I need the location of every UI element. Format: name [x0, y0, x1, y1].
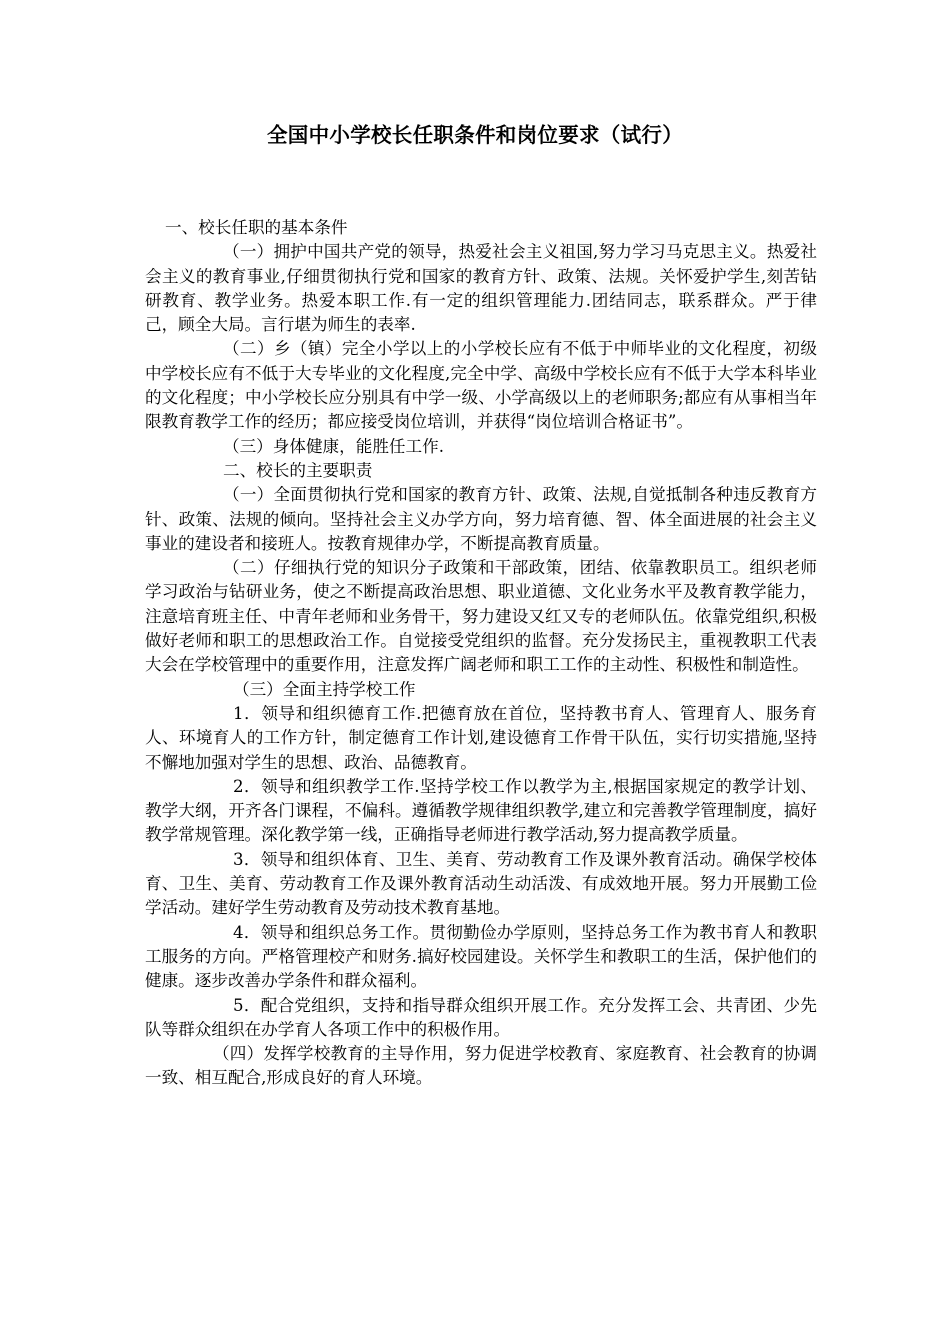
- paragraph-1-3: （三）身体健康，能胜任工作.: [223, 436, 444, 456]
- list-item-3: 3．领导和组织体育、卫生、美育、劳动教育工作及课外教育活动。确保学校体育、卫生、美育、劳动教育工作及课外教育活动生动活泼、有成效地开展。努力开展勤工俭学活动。建好学生劳动教育及劳动技术教育基地。: [145, 849, 817, 918]
- list-item-5: 5．配合党组织，支持和指导群众组织开展工作。充分发挥工会、共青团、少先队等群众组织在办学育人各项工作中的积极作用。: [145, 995, 817, 1039]
- section-heading-2: 二、校长的主要职责: [223, 460, 373, 480]
- paragraph-2-1: （一）全面贯彻执行党和国家的教育方针、政策、法规,自觉抵制各种违反教育方针、政策、法规的倾向。坚持社会主义办学方向，努力培育德、智、体全面进展的社会主义事业的建设者和接班人。按教育规律办学，不断提高教育质量。: [145, 485, 817, 553]
- list-item-4: 4．领导和组织总务工作。贯彻勤俭办学原则，坚持总务工作为教书育人和教职工服务的方向。严格管理校产和财务.搞好校园建设。关怀学生和教职工的生活，保护他们的健康。逐步改善办学条件和群众福利。: [145, 922, 817, 991]
- document-title: 全国中小学校长任职条件和岗位要求（试行）: [267, 123, 683, 147]
- paragraph-2-2: （二）仔细执行党的知识分子政策和干部政策，团结、依靠教职员工。组织老师学习政治与钻研业务，使之不断提高政治思想、职业道德、文化业务水平及教育教学能力，注意培育班主任、中青年老师和业务骨干，努力建设又红又专的老师队伍。依靠党组织,积极做好老师和职工的思想政治工作。自觉接受党组织的监督。充分发扬民主，重视教职工代表大会在学校管理中的重要作用，注意发挥广阔老师和职工工作的主动性、积极性和制造性。: [145, 558, 817, 675]
- paragraph-2-3: （三）全面主持学校工作: [233, 679, 416, 699]
- paragraph-2-4: （四）发挥学校教育的主导作用，努力促进学校教育、家庭教育、社会教育的协调一致、相互配合,形成良好的育人环境。: [145, 1044, 817, 1088]
- list-item-2: 2．领导和组织教学工作.坚持学校工作以教学为主,根据国家规定的教学计划、教学大纲，开齐各门课程，不偏科。遵循教学规律组织教学,建立和完善教学管理制度，搞好教学常规管理。深化教学第一线，正确指导老师进行教学活动,努力提高教学质量。: [145, 776, 817, 845]
- section-heading-1: 一、校长任职的基本条件: [165, 218, 348, 237]
- list-item-1: 1．领导和组织德育工作.把德育放在首位，坚持教书育人、管理育人、服务育人、环境育人的工作方针，制定德育工作计划,建设德育工作骨干队伍，实行切实措施,坚持不懈地加强对学生的思想、政治、品德教育。: [145, 703, 817, 772]
- paragraph-1-1: （一）拥护中国共产党的领导，热爱社会主义祖国,努力学习马克思主义。热爱社会主义的教育事业,仔细贯彻执行党和国家的教育方针、政策、法规。关怀爱护学生,刻苦钻研教育、教学业务。热爱本职工作.有一定的组织管理能力.团结同志，联系群众。严于律己，顾全大局。言行堪为师生的表率.: [145, 242, 817, 335]
- document-body: [145, 216, 817, 1091]
- paragraph-1-2: （二）乡（镇）完全小学以上的小学校长应有不低于中师毕业的文化程度，初级中学校长应有不低于大专毕业的文化程度,完全中学、高级中学校长应有不低于大学本科毕业的文化程度；中小学校长应分别具有中学一级、小学高级以上的老师职务;都应有从事相当年限教育教学工作的经历；都应接受岗位培训，并获得“岗位培训合格证书”。: [145, 339, 817, 432]
